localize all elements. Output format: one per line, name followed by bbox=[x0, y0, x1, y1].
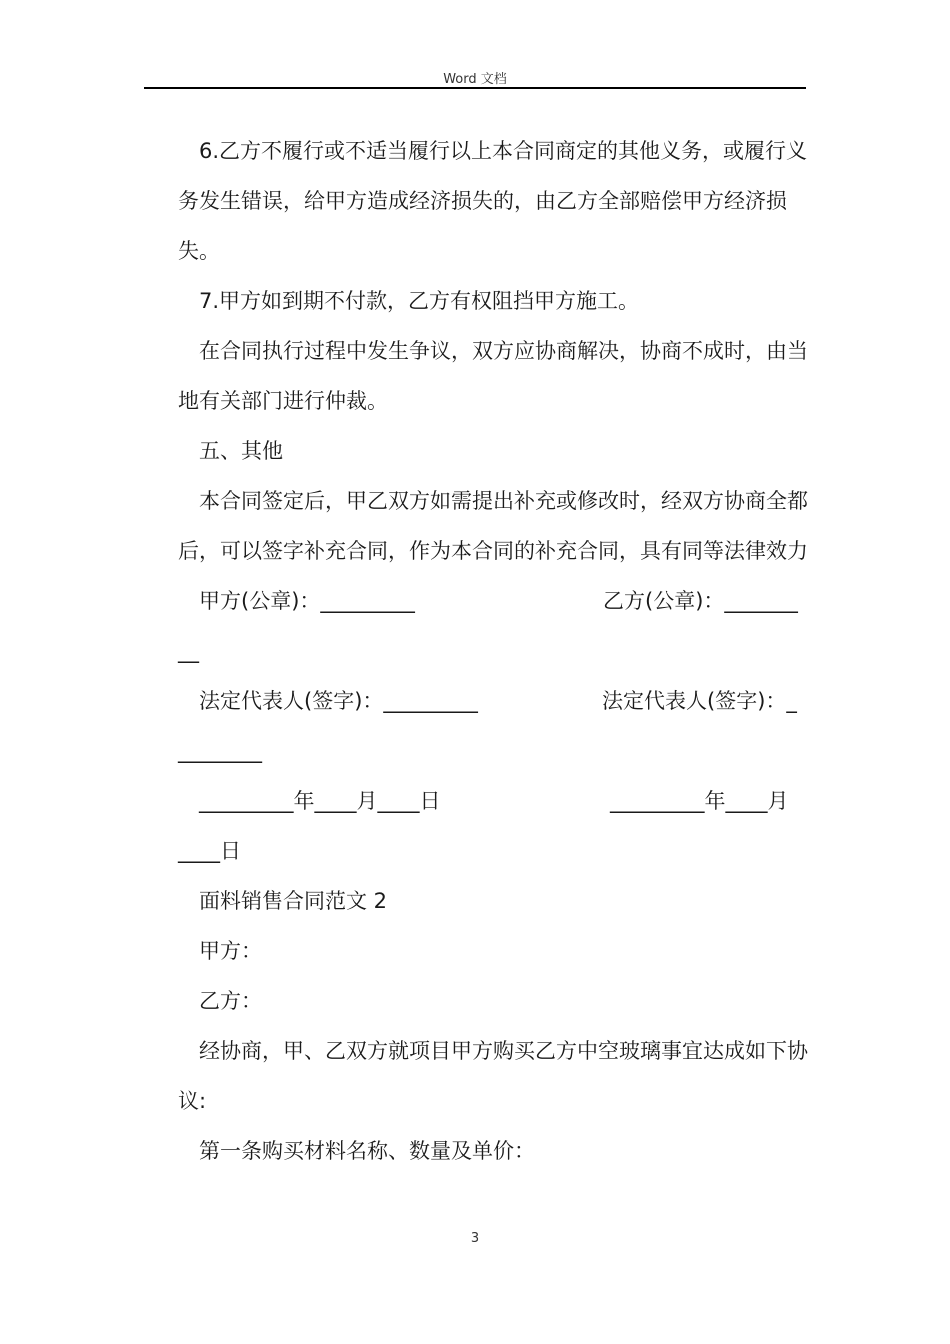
party-a-representative: 法定代表人(签字)：_________ bbox=[199, 689, 478, 713]
party-b-date: _________年____月 bbox=[610, 789, 789, 813]
document-body bbox=[178, 126, 808, 1176]
contract-2-party-b: 乙方： bbox=[199, 989, 262, 1013]
page-number: 3 bbox=[470, 1231, 480, 1246]
paragraph-clause-7: 7.甲方如到期不付款，乙方有权阻挡甲方施工。 bbox=[199, 289, 640, 313]
signature-row-date bbox=[178, 776, 808, 826]
contract-2-article-1: 第一条购买材料名称、数量及单价： bbox=[199, 1139, 535, 1163]
signature-row-seal bbox=[178, 576, 808, 626]
party-b-seal: 乙方(公章)：_______ bbox=[603, 589, 798, 613]
contract-2-party-a: 甲方： bbox=[199, 939, 262, 963]
paragraph-clause-6: 6.乙方不履行或不适当履行以上本合同商定的其他义务，或履行义务发生错误，给甲方造成经济损失的，由乙方全部赔偿甲方经济损失。 bbox=[178, 139, 808, 263]
party-b-seal-continuation: __ bbox=[178, 639, 199, 663]
paragraph-dispute: 在合同执行过程中发生争议，双方应协商解决，协商不成时，由当地有关部门进行仲裁。 bbox=[178, 339, 808, 413]
section-heading-other: 五、其他 bbox=[199, 439, 283, 463]
party-b-date-continuation: ____日 bbox=[178, 839, 241, 863]
header-divider bbox=[144, 87, 806, 89]
party-b-representative: 法定代表人(签字)：_ bbox=[602, 689, 797, 713]
contract-2-intro: 经协商，甲、乙双方就项目甲方购买乙方中空玻璃事宜达成如下协议: bbox=[178, 1039, 808, 1113]
party-a-seal: 甲方(公章)：_________ bbox=[199, 589, 415, 613]
paragraph-supplement: 本合同签定后，甲乙双方如需提出补充或修改时，经双方协商全都后，可以签字补充合同，作为本合同的补充合同，具有同等法律效力 bbox=[178, 489, 808, 563]
contract-2-title: 面料销售合同范文 2 bbox=[199, 889, 388, 913]
party-b-representative-continuation: ________ bbox=[178, 739, 262, 763]
signature-row-representative bbox=[178, 676, 808, 726]
party-a-date: _________年____月____日 bbox=[199, 789, 441, 813]
page-header-title: Word 文档 bbox=[443, 72, 507, 87]
